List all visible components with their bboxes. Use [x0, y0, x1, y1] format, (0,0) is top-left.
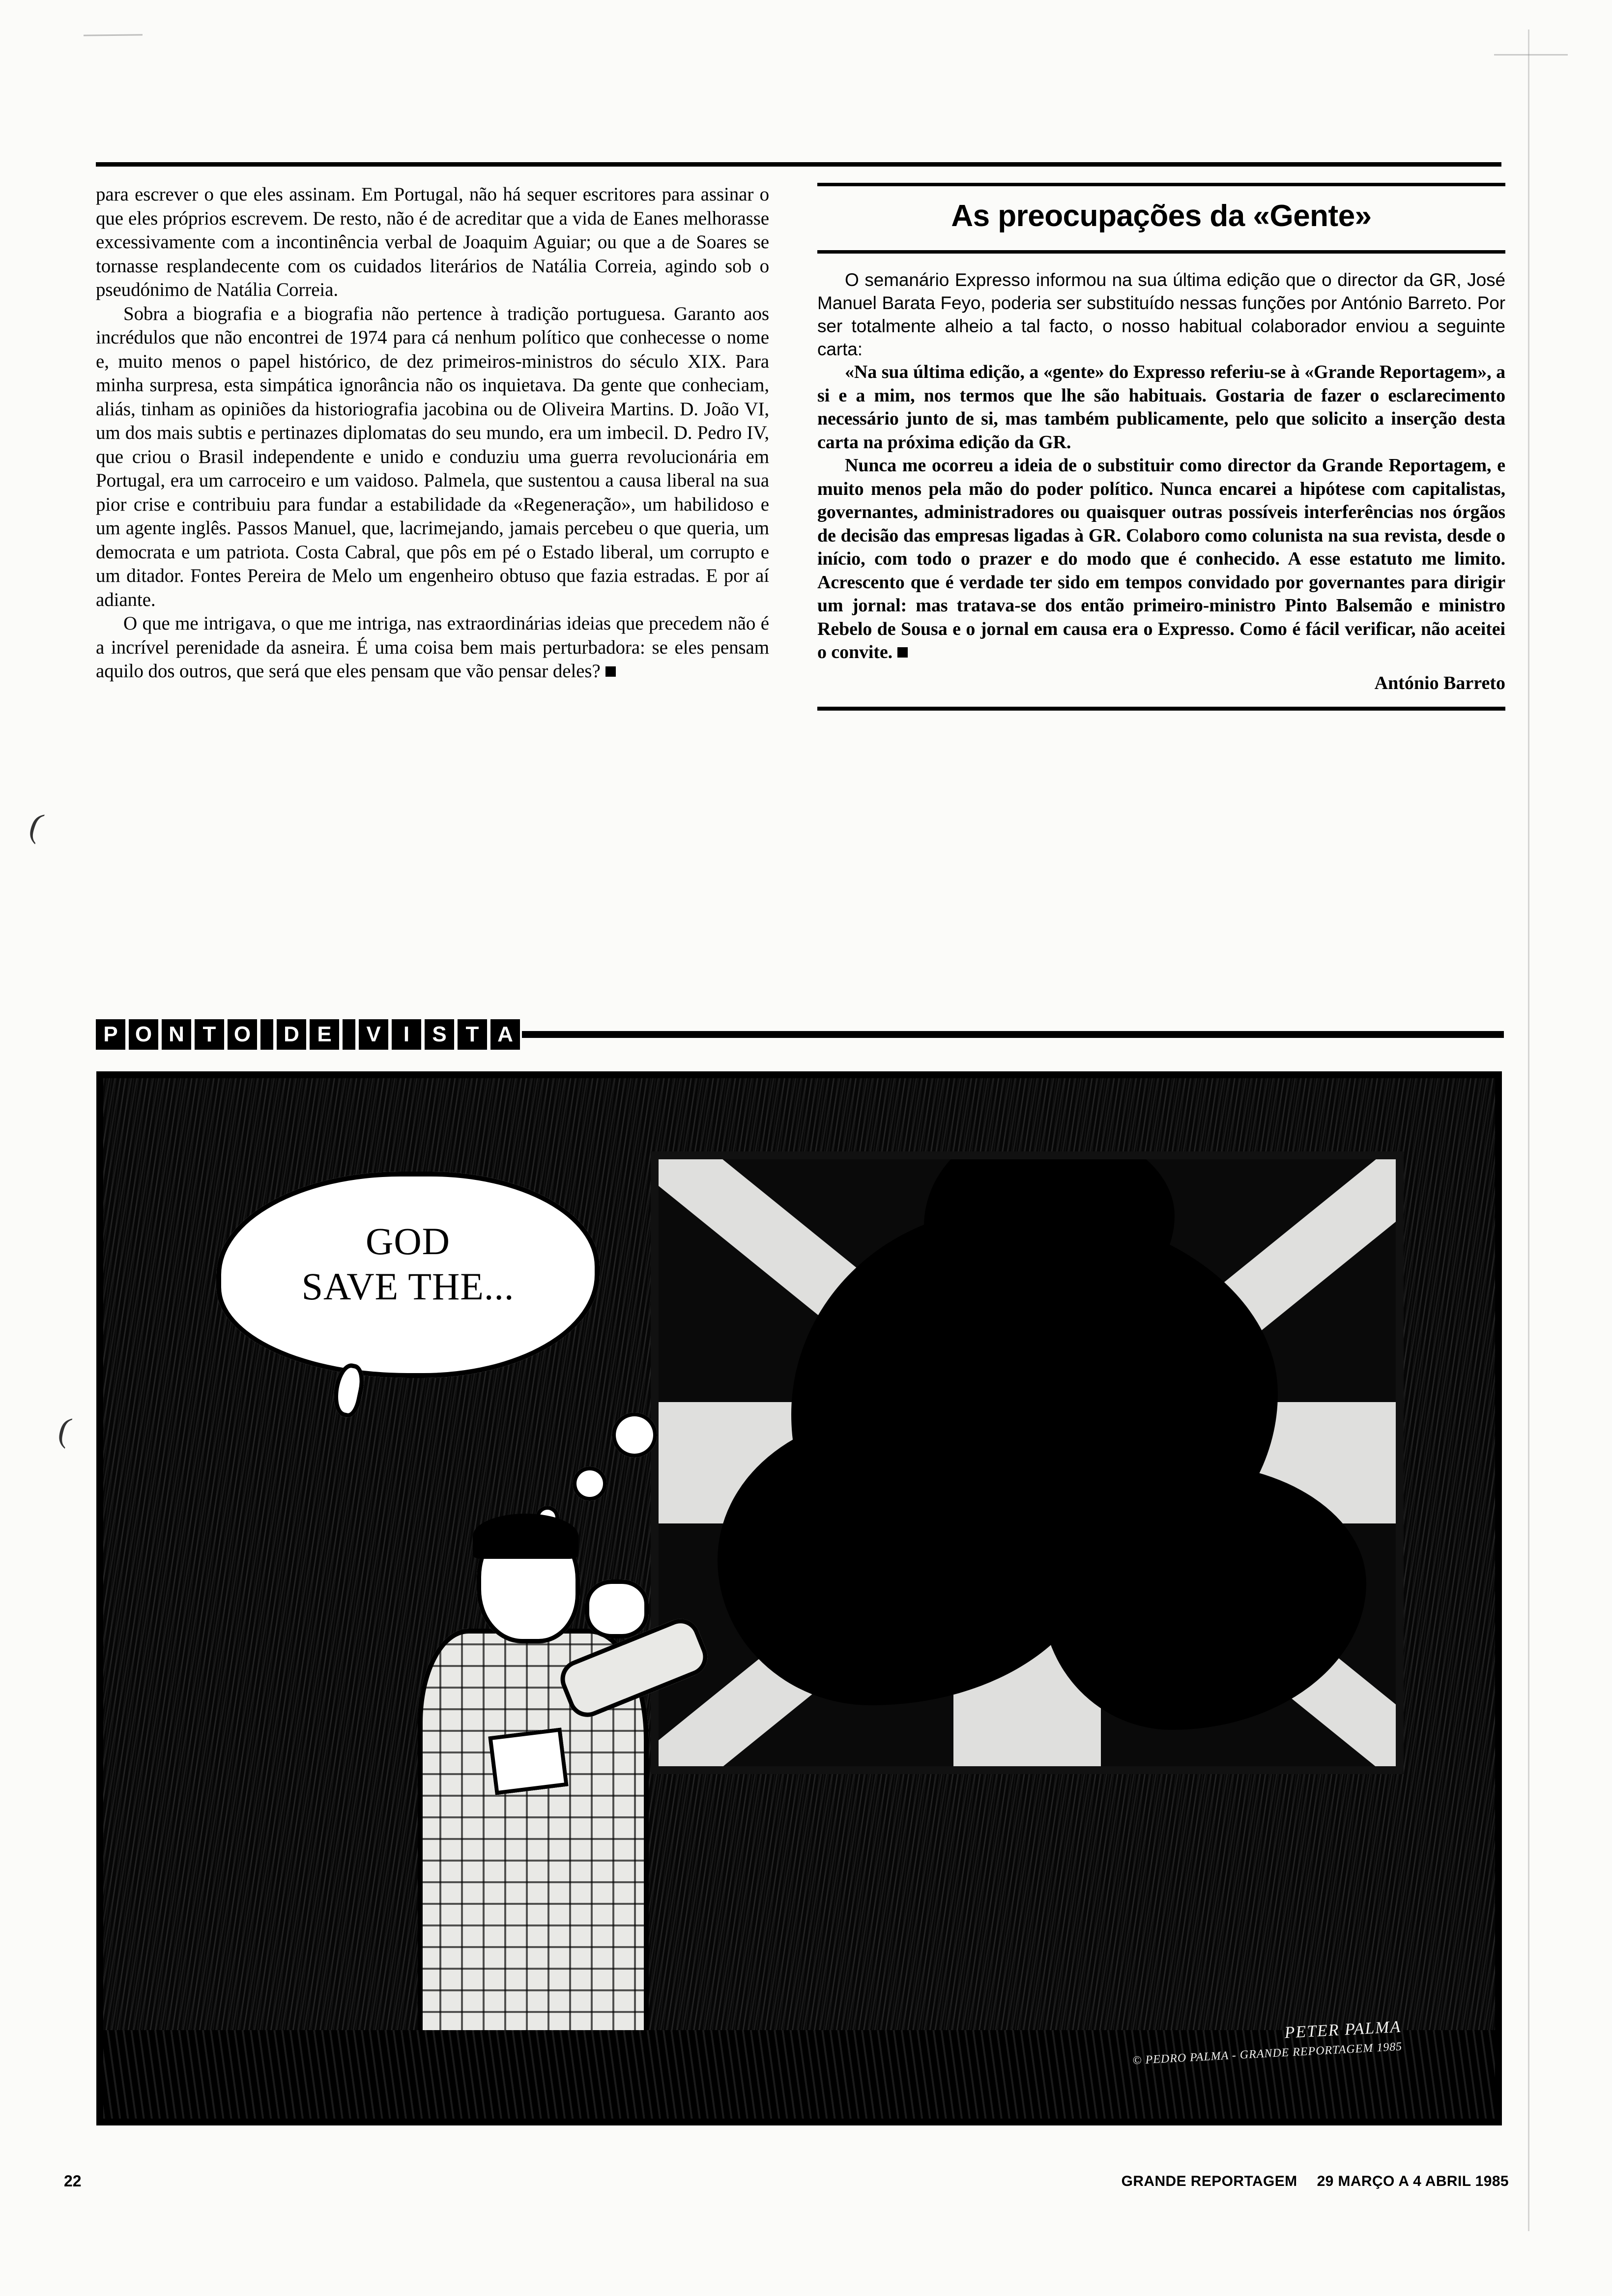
section-bottom-rule [817, 707, 1505, 711]
banner-tail-rule [522, 1031, 1504, 1038]
headline-bottom-rule [817, 250, 1505, 254]
banner-letter: O [228, 1019, 257, 1050]
left-column [96, 183, 789, 711]
scan-artifact [1494, 54, 1568, 56]
banner-letters [96, 1019, 520, 1050]
banner-letter: N [162, 1019, 191, 1050]
banner-letter: P [96, 1019, 125, 1050]
scan-artifact [84, 34, 143, 36]
paragraph [96, 612, 769, 684]
paragraph-text: O que me intrigava, o que me intriga, nas extraordinárias ideias que precedem não é a incrível perenidade da asneira. É uma coisa bem mais perturbadora: se eles pensam aquilo dos outros, que será que eles pensam que vão pensar deles? [96, 613, 769, 682]
banner-letter: D [277, 1019, 306, 1050]
cartoon-illustration [96, 1071, 1502, 2125]
speech-line-1: GOD [366, 1220, 450, 1263]
scan-hook-mark: ( [55, 1410, 75, 1450]
page-edge-rule [1528, 29, 1529, 2231]
artist-signature-name: PETER PALMA [1284, 2017, 1402, 2042]
footer-publication: GRANDE REPORTAGEM [1121, 2173, 1297, 2189]
reader-letter [817, 361, 1505, 664]
cartoon-canvas [103, 1078, 1495, 2119]
banner-letter: I [392, 1019, 421, 1050]
artist-credit: © PEDRO PALMA - GRANDE REPORTAGEM 1985 [1132, 2040, 1403, 2067]
section-banner [96, 1012, 1504, 1057]
letter-paragraph-text: Nunca me ocorreu a ideia de o substituir como director da Grande Reportagem, e muito menos pela mão do poder político. Nunca encarei a hipótese com capitalistas, governantes, administradores ou quaisquer outras possíveis interferências nos órgãos de decisão das empresas ligadas à GR. Colaboro como colunista na sua revista, desde o início, com todo o prazer e do modo que é conhecido. A esse estatuto me limito. Acrescento que é verdade ter sido em tempos convidado por governantes para dirigir um jornal: mas tratava-se dos então primeiro-ministro Pinto Balsemão e ministro Rebelo de Sousa e o jornal em causa era o Expresso. Como é fácil verificar, não aceitei o convite. [817, 455, 1505, 662]
page-number: 22 [64, 2172, 82, 2190]
union-jack-screen [659, 1159, 1396, 1766]
banner-letter: O [129, 1019, 158, 1050]
banner-spacer [343, 1019, 355, 1050]
right-column [792, 183, 1505, 711]
character-paper [488, 1727, 569, 1795]
banner-letter: V [359, 1019, 388, 1050]
paragraph: Sobra a biografia e a biografia não pertence à tradição portuguesa. Garanto aos incrédulos que não encontrei de 1974 para cá nenhum político que conhecesse o nome e, muito menos o papel histórico, de dez primeiros-ministros do século XIX. Para minha surpresa, esta simpática ignorância não os inquietava. Da gente que conheciam, aliás, tinham as opiniões da historiografia jacobina ou de Oliveira Martins. D. João VI, um dos mais subtis e pertinazes diplomatas do seu mundo, era um imbecil. D. Pedro IV, que criou o Brasil independente e unido e conduziu uma guerra revolucionária em Portugal, era um carroceiro e um vaidoso. Palmela, que sustentou a causa liberal na sua pior crise e contribuiu para fundar a estabilidade da «Regeneração», um habilidoso e um agente inglês. Passos Manuel, que, lacrimejando, jamais percebeu o que queria, um democrata e um patriota. Costa Cabral, que pôs em pé o Estado liberal, um corrupto e um ditador. Fontes Pereira de Melo um engenheiro obtuso que fazia estradas. E por aí adiante. [96, 303, 769, 610]
scan-hook-mark: ( [25, 805, 48, 845]
letter-paragraph [817, 454, 1505, 664]
speech-line-2: SAVE THE... [301, 1265, 515, 1308]
top-rule [96, 162, 1501, 167]
letter-paragraph: «Na sua última edição, a «gente» do Expresso referiu-se à «Grande Reportagem», a si e a mim, nos termos que lhe são habituais. Gostaria de fazer o esclarecimento necessário junto de si, mas também publicamente, pelo que solicito a inserção desta carta na próxima edição da GR. [817, 362, 1505, 453]
letter-signature: António Barreto [1374, 672, 1505, 693]
banner-letter: A [490, 1019, 520, 1050]
banner-spacer [260, 1019, 273, 1050]
end-mark-square [605, 666, 616, 677]
article-columns [96, 183, 1506, 711]
speech-bubble [216, 1172, 600, 1378]
paragraph: para escrever o que eles assinam. Em Portugal, não há sequer escritores para assinar o que eles próprios escrevem. De resto, não é de acreditar que a vida de Eanes melhorasse excessivamente com a incontinência verbal de Joaquim Aguiar; ou que a de Soares se tornasse resplandecente com os cuidados literários de Natália Correia, agindo sob o pseudónimo de Natália Correia. [96, 184, 769, 300]
intro-paragraph: O semanário Expresso informou na sua última edição que o director da GR, José Manuel Barata Feyo, poderia ser substituído nessas funções por António Barreto. Por ser totalmente alheio a tal facto, o nosso habitual colaborador enviou a seguinte carta: [817, 270, 1505, 359]
end-mark-square [897, 647, 908, 658]
thought-puff-icon [612, 1412, 657, 1458]
page-title: As preocupações da «Gente» [951, 199, 1372, 233]
banner-letter: T [458, 1019, 487, 1050]
headline-top-rule [817, 183, 1505, 186]
speech-bubble-text [216, 1219, 600, 1309]
footer-imprint [1122, 2173, 1509, 2190]
column-divider [789, 183, 792, 711]
footer-date: 29 MARÇO A 4 ABRIL 1985 [1317, 2173, 1509, 2189]
thought-puff-icon [573, 1466, 607, 1501]
page-footer [64, 2172, 1509, 2197]
banner-letter: E [310, 1019, 339, 1050]
banner-letter: S [425, 1019, 454, 1050]
banner-letter: T [195, 1019, 224, 1050]
character-hair [473, 1514, 578, 1559]
character-hand [585, 1579, 649, 1638]
